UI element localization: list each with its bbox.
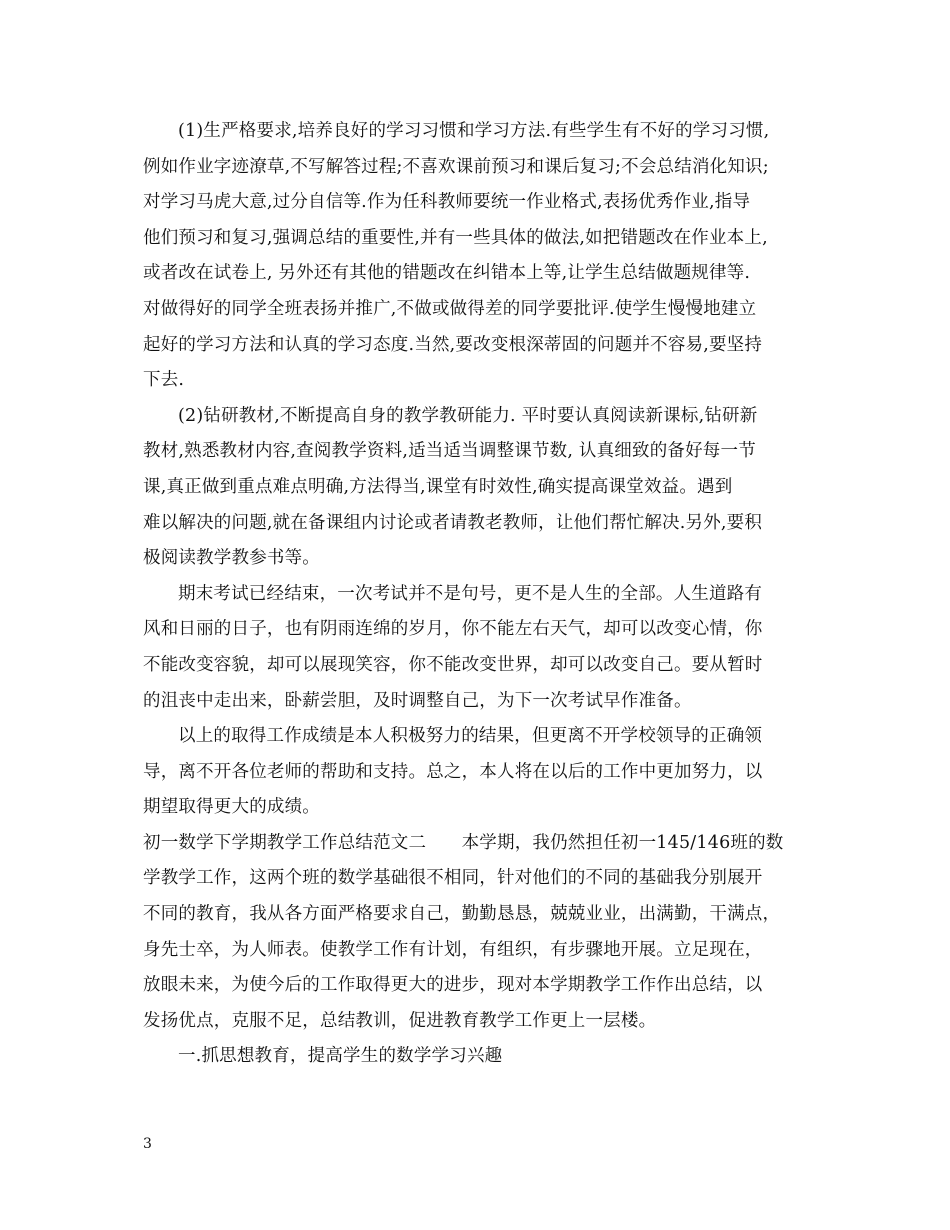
document-body xyxy=(143,114,813,1075)
text-line: 的沮丧中走出来，卧薪尝胆，及时调整自己，为下一次考试早作准备。 xyxy=(143,690,692,711)
text-line: 他们预习和复习,强调总结的重要性,并有一些具体的做法,如把错题改在作业本上, xyxy=(143,227,768,248)
text-line: 或者改在试卷上, 另外还有其他的错题改在纠错本上等,让学生总结做题规律等. xyxy=(143,263,751,284)
text-line: 期望取得更大的成绩。 xyxy=(143,797,320,818)
text-line: 极阅读教学教参书等。 xyxy=(143,548,320,569)
page-number: 3 xyxy=(143,1136,152,1152)
text-line: 以上的取得工作成绩是本人积极努力的结果，但更离不开学校领导的正确领 xyxy=(178,726,763,747)
text-line: 期末考试已经结束，一次考试并不是句号，更不是人生的全部。人生道路有 xyxy=(178,583,763,604)
text-line: 风和日丽的日子，也有阴雨连绵的岁月，你不能左右天气，却可以改变心情，你 xyxy=(143,619,763,640)
text-line: 学教学工作，这两个班的数学基础很不相同，针对他们的不同的基础我分别展开 xyxy=(143,868,763,889)
subheading-line: 一.抓思想教育，提高学生的数学学习兴趣 xyxy=(178,1046,503,1067)
text-line: 导，离不开各位老师的帮助和支持。总之，本人将在以后的工作中更加努力，以 xyxy=(143,761,763,782)
text-line: 对学习马虎大意,过分自信等.作为任科教师要统一作业格式,表扬优秀作业,指导 xyxy=(143,192,751,213)
text-line: 发扬优点，克服不足，总结教训，促进教育教学工作更上一层楼。 xyxy=(143,1010,657,1031)
text-line: 不同的教育，我从各方面严格要求自己，勤勤恳恳，兢兢业业，出满勤，干满点， xyxy=(143,904,781,925)
text-line: (2)钻研教材,不断提高自身的教学教研能力. 平时要认真阅读新课标,钻研新 xyxy=(178,405,758,426)
text-line: 放眼未来，为使今后的工作取得更大的进步，现对本学期教学工作作出总结，以 xyxy=(143,975,763,996)
section-title-line: 初一数学下学期教学工作总结范文二 本学期，我仍然担任初一145/146班的数 xyxy=(143,832,784,853)
text-line: 难以解决的问题,就在备课组内讨论或者请教老教师，让他们帮忙解决.另外,要积 xyxy=(143,512,763,533)
text-line: 对做得好的同学全班表扬并推广,不做或做得差的同学要批评.使学生慢慢地建立 xyxy=(143,298,757,319)
text-line: 身先士卒，为人师表。使教学工作有计划，有组织，有步骤地开展。立足现在， xyxy=(143,939,763,960)
text-line: 下去. xyxy=(143,370,185,391)
text-line: 教材,熟悉教材内容,查阅教学资料,适当适当调整课节数, 认真细致的备好每一节 xyxy=(143,441,756,462)
text-line: 课,真正做到重点难点明确,方法得当,课堂有时效性,确实提高课堂效益。遇到 xyxy=(143,476,733,497)
text-line: 起好的学习方法和认真的学习态度.当然,要改变根深蒂固的问题并不容易,要坚持 xyxy=(143,334,763,355)
text-line: 例如作业字迹潦草,不写解答过程;不喜欢课前预习和课后复习;不会总结消化知识; xyxy=(143,156,769,177)
text-line: 不能改变容貌，却可以展现笑容，你不能改变世界，却可以改变自己。要从暂时 xyxy=(143,654,763,675)
text-line: (1)生严格要求,培养良好的学习习惯和学习方法.有些学生有不好的学习习惯, xyxy=(178,121,770,141)
